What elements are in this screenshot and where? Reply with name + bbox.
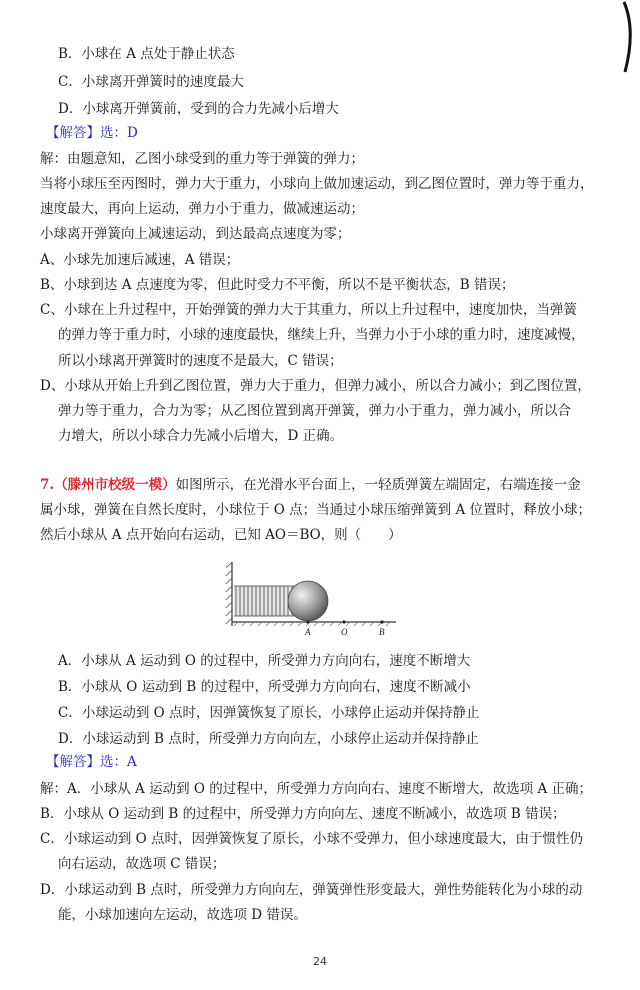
prev-explanation-line: A、小球先加速后减速，A 错误；	[40, 252, 240, 268]
question7-option-d: D．小球运动到 B 点时，所受弹力方向向左，小球停止运动并保持静止	[58, 731, 479, 747]
question7-stem-text: 如图所示，在光滑水平台面上，一轻质弹簧左端固定，右端连接一金	[175, 477, 581, 493]
question7-stem-line	[40, 475, 581, 495]
question7-explanation-line: 解：A．小球从 A 运动到 O 的过程中，所受弹力方向向右、速度不断增大，故选项 A 正确；	[40, 781, 593, 797]
point-b-marker	[380, 620, 383, 623]
question7-answer-line	[46, 752, 137, 772]
prev-option-c: C．小球离开弹簧时的速度最大	[58, 74, 244, 90]
point-b-label: B	[379, 627, 385, 637]
question7-option-b: B．小球从 O 运动到 B 的过程中，所受弹力方向向右，速度不断减小	[58, 679, 471, 695]
question7-number: 7.	[40, 477, 55, 493]
corner-curve-decoration	[622, 0, 636, 75]
point-a-marker	[306, 620, 309, 623]
question7-option-c: C．小球运动到 O 点时，因弹簧恢复了原长，小球停止运动并保持静止	[58, 705, 480, 721]
metal-ball	[288, 581, 328, 621]
wall-hatch	[226, 562, 232, 626]
page-number: 24	[313, 955, 327, 968]
question7-explanation-line: D．小球运动到 B 点时，所受弹力方向向左，弹簧弹性形变最大，弹性势能转化为小球的动	[40, 882, 583, 898]
question7-explanation-line: 向右运动，故选项 C 错误；	[58, 856, 226, 872]
prev-answer-line	[46, 123, 138, 143]
question7-option-a: A．小球从 A 运动到 O 的过程中，所受弹力方向向右，速度不断增大	[58, 653, 471, 669]
question7-explanation-line: 能，小球加速向左运动，故选项 D 错误。	[58, 907, 307, 923]
prev-explanation-line: 力增大，所以小球合力先减小后增大，D 正确。	[58, 428, 344, 444]
prev-explanation-line: B、小球到达 A 点速度为零，但此时受力不平衡，所以不是平衡状态，B 错误；	[40, 277, 515, 293]
question7-stem-line: 属小球，弹簧在自然长度时，小球位于 O 点；当通过小球压缩弹簧到 A 位置时，释放小球；	[40, 502, 591, 518]
question7-answer-text: 选：A	[100, 754, 137, 770]
prev-explanation-line: 的弹力等于重力时，小球的速度最快，继续上升，当弹力小于小球的重力时，速度减慢，	[58, 327, 585, 343]
prev-option-d: D．小球离开弹簧前，受到的合力先减小后增大	[58, 101, 339, 117]
point-a-label: A	[305, 627, 311, 637]
prev-explanation-line: D、小球从开始上升到乙图位置，弹力大于重力，但弹力减小，所以合力减小；到乙图位置，	[40, 378, 591, 394]
question7-source: （滕州市校级一模）	[54, 477, 176, 493]
prev-answer-label: 【解答】	[46, 125, 100, 141]
question7-stem-line: 然后小球从 A 点开始向右运动，已知 AO＝BO，则（ ）	[40, 527, 402, 543]
question7-answer-label: 【解答】	[46, 754, 100, 770]
point-o-label: O	[341, 627, 348, 637]
prev-explanation-line: 当将小球压至丙图时，弹力大于重力，小球向上做加速运动，到乙图位置时，弹力等于重力，	[40, 176, 594, 192]
question7-explanation-line: C．小球运动到 O 点时，因弹簧恢复了原长，小球不受弹力，但小球速度最大，由于惯性仍	[40, 831, 583, 847]
spring-coil	[234, 586, 296, 616]
point-o-marker	[342, 620, 345, 623]
prev-option-b: B．小球在 A 点处于静止状态	[58, 46, 235, 62]
question7-explanation-line: B．小球从 O 运动到 B 的过程中，所受弹力方向向左、速度不断减小，故选项 B 错误；	[40, 806, 566, 822]
prev-explanation-line: 弹力等于重力，合力为零；从乙图位置到离开弹簧，弹力小于重力，弹力减小，所以合	[58, 403, 571, 419]
prev-explanation-line: 速度最大，再向上运动，弹力小于重力，做减速运动；	[40, 201, 364, 217]
prev-explanation-line: 小球离开弹簧向上减速运动，到达最高点速度为零；	[40, 226, 351, 242]
spring-ball-figure	[226, 558, 406, 640]
prev-explanation-line: 解：由题意知，乙图小球受到的重力等于弹簧的弹力；	[40, 151, 364, 167]
prev-explanation-line: C、小球在上升过程中，开始弹簧的弹力大于其重力，所以上升过程中，速度加快，当弹簧	[40, 302, 577, 318]
prev-explanation-line: 所以小球离开弹簧时的速度不是最大，C 错误；	[58, 353, 343, 369]
prev-answer-text: 选：D	[100, 125, 138, 141]
